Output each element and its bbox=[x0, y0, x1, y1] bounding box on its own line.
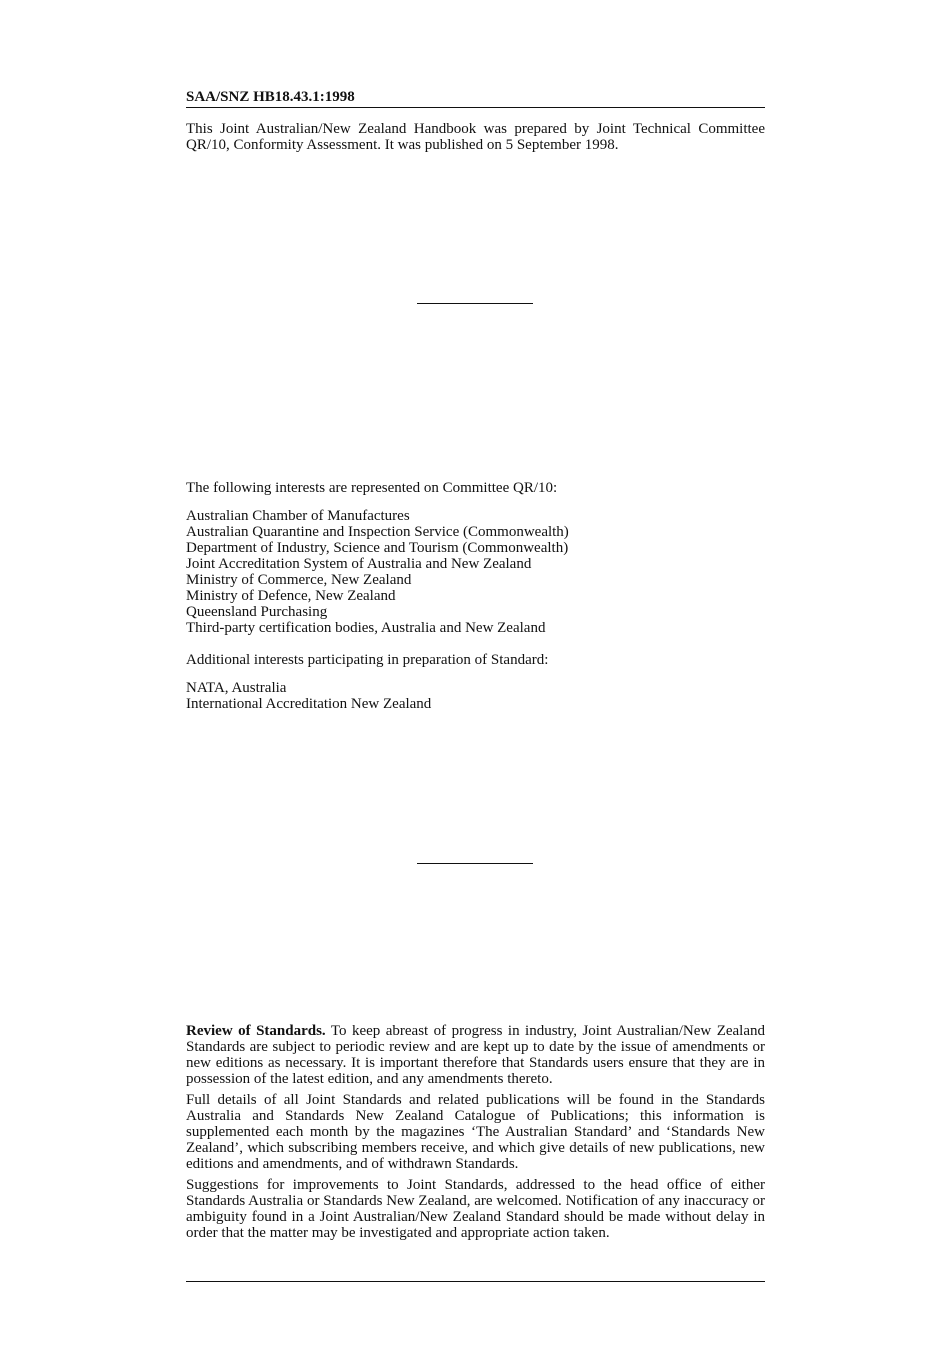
catalogue-paragraph: Full details of all Joint Standards and related publications will be found in the Standards Australia and Standards New Zealand Catalogue of Publications; this information is supplemented each month by the magazines ‘The Australian Standard’ and ‘Standards New Zealand’, which subscribing members receive, and which give details of new publications, new editions and amendments, and of withdrawn Standards. bbox=[186, 1092, 765, 1172]
list-item: Australian Quarantine and Inspection Service (Commonwealth) bbox=[186, 524, 569, 540]
review-title: Review of Standards. bbox=[186, 1023, 326, 1039]
list-item: Ministry of Commerce, New Zealand bbox=[186, 572, 412, 588]
page-header bbox=[186, 89, 765, 108]
section-divider bbox=[417, 863, 533, 864]
review-text: To keep abreast of progress in industry, Joint Australian/New Zealand Standards are subject to periodic review and are kept up to date by the issue of amendments or new editions as necessary. It is important therefore that Standards users ensure that they are in possession of the latest edition, and any amendments thereto. bbox=[186, 1023, 765, 1087]
committee-member-list bbox=[186, 508, 765, 636]
additional-interests-heading: Additional interests participating in preparation of Standard: bbox=[186, 652, 549, 668]
list-item: Australian Chamber of Manufactures bbox=[186, 508, 410, 524]
list-item: Joint Accreditation System of Australia and New Zealand bbox=[186, 556, 532, 572]
document-page bbox=[186, 0, 765, 1345]
list-item: International Accreditation New Zealand bbox=[186, 696, 432, 712]
review-section bbox=[186, 1023, 765, 1246]
document-id: SAA/SNZ HB18.43.1:1998 bbox=[186, 89, 355, 105]
list-item: Third-party certification bodies, Australia and New Zealand bbox=[186, 620, 546, 636]
additional-member-list bbox=[186, 680, 765, 712]
committee-section bbox=[186, 480, 765, 712]
suggestions-paragraph: Suggestions for improvements to Joint Standards, addressed to the head office of either Standards Australia or Standards New Zealand, are welcomed. Notification of any inaccuracy or ambiguity found in a Joint Australian/New Zealand Standard should be made without delay in order that the matter may be investigated and appropriate action taken. bbox=[186, 1177, 765, 1241]
section-divider bbox=[417, 303, 533, 304]
intro-paragraph: This Joint Australian/New Zealand Handbook was prepared by Joint Technical Committee QR/10, Conformity Assessment. It was published on 5 September 1998. bbox=[186, 121, 765, 153]
review-paragraph bbox=[186, 1023, 765, 1087]
committee-heading: The following interests are represented on Committee QR/10: bbox=[186, 480, 558, 496]
list-item: Ministry of Defence, New Zealand bbox=[186, 588, 396, 604]
list-item: Queensland Purchasing bbox=[186, 604, 328, 620]
footer-rule bbox=[186, 1281, 765, 1282]
list-item: Department of Industry, Science and Tourism (Commonwealth) bbox=[186, 540, 569, 556]
list-item: NATA, Australia bbox=[186, 680, 287, 696]
